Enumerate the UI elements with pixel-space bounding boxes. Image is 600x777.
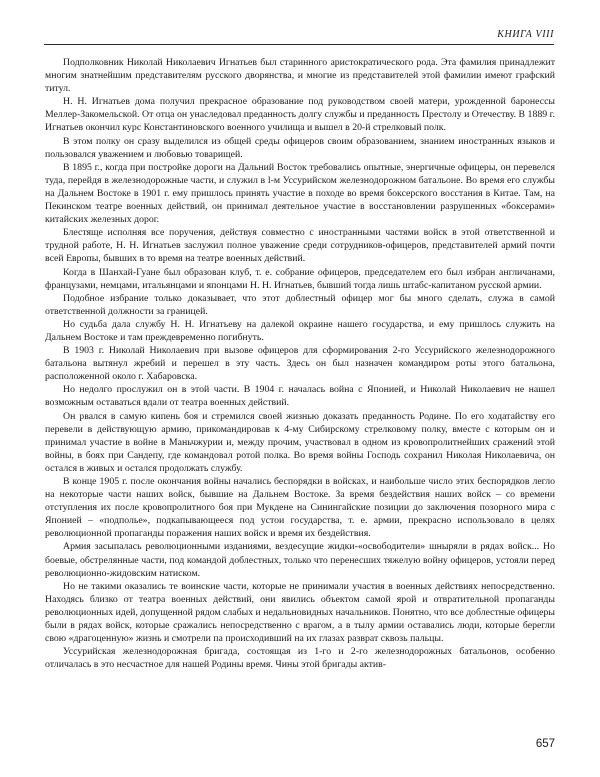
paragraph: Армия засыпалась революционными изданиями, вездесущие жидки-«освободители» шныряли в рядах войск... Но боевые, обстрелянные части, под командой доблестных, только что перенесших тяжелую войну офицеров, устояли перед революционно-жидовским натиском.	[45, 541, 555, 579]
paragraph: В 1903 г. Николай Николаевич при вызове офицеров для сформирования 2-го Уссурийского железнодорожного батальона вытянул жребий и перешел в эту часть. Здесь он был назначен командиром роты этого батальона, расположенной около г. Хабаровска.	[45, 345, 555, 383]
running-head: КНИГА VIII	[497, 29, 554, 40]
paragraph: В конце 1905 г. после окончания войны начались беспорядки в войсках, и наибольше число этих беспорядков легло на некоторые части наших войск, бывшие на Дальнем Востоке. За время бездействия наших войск – со времени отступления их после кровопролитного боя при Мукдене на Синингайские позиции до заключения позорного мира с Японией – «подполье», подкапывающееся под устои государства, т. е. армии, прекрасно использовало в целях революционной пропаганды поражения наших войск и время их бездействия.	[45, 476, 555, 540]
paragraph: Но недолго прослужил он в этой части. В 1904 г. началась война с Японией, и Николай Николаевич не нашел возможным оставаться вдали от театра военных действий.	[45, 384, 555, 409]
paragraph: В этом полку он сразу выделился из общей среды офицеров своим образованием, знанием иностранных языков и пользовался уважением и любовью товарищей.	[45, 135, 555, 160]
paragraph: Когда в Шанхай-Гуане был образован клуб, т. е. собрание офицеров, председателем его был избран англичанами, французами, немцами, итальянцами и японцами Н. Н. Игнатьев, бывший тогда лишь штабс-капитаном русской армии.	[45, 266, 555, 291]
paragraph: Подполковник Николай Николаевич Игнатьев был старинного аристократического рода. Эта фамилия принадлежит многим знатнейшим представителям русского дворянства, и многие из представителей этой фамилии имеют графский титул.	[45, 57, 555, 95]
paragraph: Блестяще исполняя все поручения, действуя совместно с иностранными частями войск в этой ответственной и трудной работе, Н. Н. Игнатьев заслужил полное уважение среди сотрудников-офицеров, представителей армий почти всей Европы, бывших в то время на театре военных действий.	[45, 227, 555, 265]
body-text	[45, 56, 555, 671]
page-number: 657	[535, 738, 555, 750]
paragraph: Он рвался в самую кипень боя и стремился своей жизнью доказать преданность Родине. По его ходатайству его перевели в действующую армию, прикомандировав к 4-му Сибирскому стрелковому полку, вместе с которым он и принимал участие в войне в Маньчжурии и, между прочим, участвовал в одном из кровопролитнейших сражений этой войны, в боях при Сандепу, где командовал ротой полка. Во время войны Господь сохранил Николая Николаевича, он остался в живых и остался продолжать службу.	[45, 410, 555, 474]
header-rule	[44, 44, 554, 45]
paragraph: Подобное избрание только доказывает, что этот доблестный офицер мог бы много сделать, служа в самой ответственной должности за границей.	[45, 292, 555, 317]
paragraph: Уссурийская железнодорожная бригада, состоящая из 1-го и 2-го железнодорожных батальонов, особенно отличалась в это несчастное для нашей Родины время. Чины этой бригады актив-	[45, 646, 555, 671]
paragraph: Но судьба дала службу Н. Н. Игнатьеву на далекой окраине нашего государства, и ему пришлось служить на Дальнем Востоке и там преждевременно погибнуть.	[45, 318, 555, 343]
paragraph: Но не такими оказались те воинские части, которые не принимали участия в военных действиях непосредственно. Находясь близко от театра военных действий, они явились объектом самой ярой и отвратительной пропаганды революционных идей, допущенной рядом слабых и недальновидных начальников. Понятно, что все доблестные офицеры были в рядах войск, которые сражались непосредственно с врагом, а в тылу армии оставались люди, которые берегли свою «драгоценную» жизнь и смотрели па происходивший на их глазах разврат сквозь пальцы.	[45, 580, 555, 645]
paragraph: В 1895 г., когда при постройке дороги на Дальний Восток требовались опытные, энергичные офицеры, он перевелся туда, перейдя в железнодорожные части, и служил в l-м Уссурийском железнодорожном батальоне. Во время его службы на Дальнем Востоке в 1901 г. ему пришлось принять участие в походе во время боксерского восстания в Китае. Там, на Пекинском театре военных действий, он принимал деятельное участие в восстановлении разрушенных «боксерами» китайских железных дорог.	[45, 161, 555, 226]
paragraph: Н. Н. Игнатьев дома получил прекрасное образование под руководством своей матери, урожденной баронессы Меллер-Закомельской. От отца он унаследовал преданность долгу службы и преданность Престолу и Отечеству. В 1889 г. Игнатьев окончил курс Константиновского военного училища и вышел в 20-й стрелковый полк.	[45, 96, 555, 134]
